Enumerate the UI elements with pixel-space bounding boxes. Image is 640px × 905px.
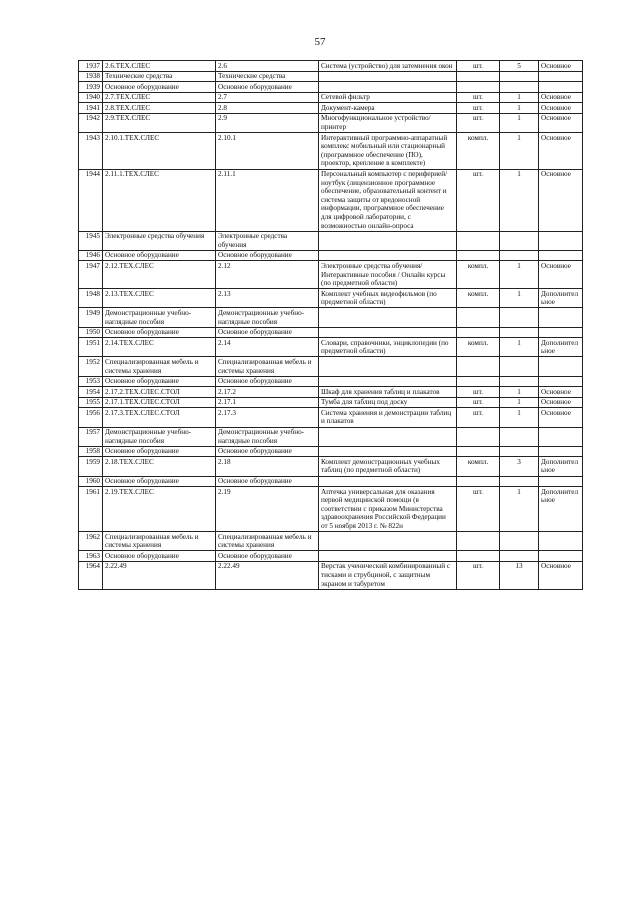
table-row — [79, 476, 583, 487]
table-row — [79, 397, 583, 408]
row-number-cell: 1938 — [79, 71, 103, 82]
equipment-table — [78, 60, 583, 590]
table-row — [79, 103, 583, 114]
item-name-cell: Шкаф для хранения таблиц и плакатов — [319, 387, 457, 398]
unit-cell: шт. — [457, 397, 500, 408]
item-name-cell: Документ-камера — [319, 103, 457, 114]
item-name-cell — [319, 82, 457, 93]
section-code-cell: Специализированная мебель и системы хранения — [216, 357, 319, 376]
item-name-cell — [319, 476, 457, 487]
item-name-cell — [319, 308, 457, 327]
quantity-cell: 1 — [500, 113, 539, 132]
equipment-type-cell: Основное — [539, 261, 583, 289]
row-number-cell: 1952 — [79, 357, 103, 376]
equipment-type-cell — [539, 250, 583, 261]
unit-cell — [457, 446, 500, 457]
table-row — [79, 487, 583, 532]
unit-cell — [457, 357, 500, 376]
item-name-cell — [319, 250, 457, 261]
section-code-cell: 2.9 — [216, 113, 319, 132]
quantity-cell — [500, 446, 539, 457]
equipment-type-cell: Дополнительное — [539, 338, 583, 357]
item-name-cell — [319, 231, 457, 250]
equipment-type-cell — [539, 476, 583, 487]
item-name-cell: Система хранения и демонстрации таблиц и плакатов — [319, 408, 457, 427]
item-code-cell: 2.13.ТЕХ.СЛЕС — [103, 289, 216, 308]
quantity-cell — [500, 308, 539, 327]
item-code-cell: 2.18.ТЕХ.СЛЕС — [103, 457, 216, 476]
unit-cell: шт. — [457, 113, 500, 132]
unit-cell — [457, 376, 500, 387]
quantity-cell — [500, 250, 539, 261]
table-row — [79, 327, 583, 338]
section-code-cell: Основное оборудование — [216, 376, 319, 387]
quantity-cell: 1 — [500, 103, 539, 114]
item-code-cell: Основное оборудование — [103, 446, 216, 457]
quantity-cell: 1 — [500, 261, 539, 289]
row-number-cell: 1957 — [79, 427, 103, 446]
section-code-cell: 2.22.49 — [216, 561, 319, 589]
row-number-cell: 1954 — [79, 387, 103, 398]
quantity-cell — [500, 357, 539, 376]
quantity-cell: 1 — [500, 133, 539, 169]
item-code-cell: Основное оборудование — [103, 327, 216, 338]
section-code-cell: Основное оборудование — [216, 476, 319, 487]
equipment-type-cell — [539, 231, 583, 250]
table-row — [79, 427, 583, 446]
table-row — [79, 457, 583, 476]
unit-cell: компл. — [457, 261, 500, 289]
equipment-type-cell: Основное — [539, 169, 583, 231]
quantity-cell — [500, 71, 539, 82]
row-number-cell: 1947 — [79, 261, 103, 289]
item-code-cell: Основное оборудование — [103, 376, 216, 387]
row-number-cell: 1945 — [79, 231, 103, 250]
unit-cell: шт. — [457, 487, 500, 532]
quantity-cell — [500, 427, 539, 446]
quantity-cell: 1 — [500, 92, 539, 103]
unit-cell: шт. — [457, 169, 500, 231]
item-code-cell: Основное оборудование — [103, 250, 216, 261]
table-row — [79, 561, 583, 589]
unit-cell: компл. — [457, 289, 500, 308]
equipment-type-cell: Основное — [539, 408, 583, 427]
quantity-cell: 1 — [500, 289, 539, 308]
item-code-cell: 2.10.1.ТЕХ.СЛЕС — [103, 133, 216, 169]
section-code-cell: Демонстрационные учебно-наглядные пособия — [216, 427, 319, 446]
section-code-cell: 2.18 — [216, 457, 319, 476]
section-code-cell: 2.17.3 — [216, 408, 319, 427]
table-row — [79, 532, 583, 551]
section-code-cell: 2.17.2 — [216, 387, 319, 398]
item-name-cell — [319, 532, 457, 551]
item-code-cell: Специализированная мебель и системы хранения — [103, 532, 216, 551]
quantity-cell: 3 — [500, 457, 539, 476]
table-row — [79, 92, 583, 103]
item-code-cell: 2.12.ТЕХ.СЛЕС — [103, 261, 216, 289]
table-row — [79, 61, 583, 72]
item-name-cell: Комплект учебных видеофильмов (по предметной области) — [319, 289, 457, 308]
equipment-type-cell: Дополнительное — [539, 487, 583, 532]
equipment-type-cell: Дополнительное — [539, 289, 583, 308]
equipment-type-cell: Основное — [539, 61, 583, 72]
quantity-cell: 1 — [500, 397, 539, 408]
row-number-cell: 1964 — [79, 561, 103, 589]
unit-cell: шт. — [457, 103, 500, 114]
equipment-type-cell: Основное — [539, 387, 583, 398]
item-name-cell: Многофункциональное устройство/принтер — [319, 113, 457, 132]
table-row — [79, 357, 583, 376]
equipment-type-cell — [539, 71, 583, 82]
table-row — [79, 338, 583, 357]
section-code-cell: 2.6 — [216, 61, 319, 72]
table-row — [79, 387, 583, 398]
equipment-type-cell — [539, 327, 583, 338]
item-code-cell: 2.14.ТЕХ.СЛЕС — [103, 338, 216, 357]
equipment-table-body — [79, 61, 583, 590]
item-name-cell — [319, 357, 457, 376]
item-name-cell — [319, 71, 457, 82]
equipment-type-cell: Основное — [539, 561, 583, 589]
item-code-cell: 2.6.ТЕХ.СЛЕС — [103, 61, 216, 72]
item-name-cell: Словари, справочники, энциклопедии (по предметной области) — [319, 338, 457, 357]
equipment-type-cell — [539, 446, 583, 457]
unit-cell — [457, 308, 500, 327]
quantity-cell — [500, 476, 539, 487]
row-number-cell: 1956 — [79, 408, 103, 427]
row-number-cell: 1944 — [79, 169, 103, 231]
row-number-cell: 1959 — [79, 457, 103, 476]
table-row — [79, 82, 583, 93]
section-code-cell: 2.19 — [216, 487, 319, 532]
item-code-cell: 2.11.1.ТЕХ.СЛЕС — [103, 169, 216, 231]
equipment-type-cell: Основное — [539, 92, 583, 103]
table-row — [79, 133, 583, 169]
item-code-cell: Электронные средства обучения — [103, 231, 216, 250]
item-name-cell: Верстак ученический комбинированный с тисками и струбциной, с защитным экраном и табуретом — [319, 561, 457, 589]
equipment-type-cell — [539, 427, 583, 446]
unit-cell: шт. — [457, 92, 500, 103]
item-code-cell: Основное оборудование — [103, 551, 216, 562]
page-number: 57 — [314, 36, 326, 48]
item-name-cell — [319, 551, 457, 562]
unit-cell — [457, 71, 500, 82]
row-number-cell: 1961 — [79, 487, 103, 532]
unit-cell — [457, 427, 500, 446]
equipment-type-cell: Дополнительное — [539, 457, 583, 476]
row-number-cell: 1962 — [79, 532, 103, 551]
row-number-cell: 1953 — [79, 376, 103, 387]
row-number-cell: 1943 — [79, 133, 103, 169]
item-code-cell: 2.17.2.ТЕХ.СЛЕС.СТОЛ — [103, 387, 216, 398]
unit-cell — [457, 82, 500, 93]
item-name-cell — [319, 427, 457, 446]
equipment-type-cell: Основное — [539, 103, 583, 114]
item-code-cell: Демонстрационные учебно-наглядные пособия — [103, 427, 216, 446]
unit-cell — [457, 476, 500, 487]
quantity-cell — [500, 82, 539, 93]
table-row — [79, 169, 583, 231]
equipment-type-cell: Основное — [539, 133, 583, 169]
unit-cell — [457, 250, 500, 261]
row-number-cell: 1937 — [79, 61, 103, 72]
quantity-cell: 1 — [500, 387, 539, 398]
quantity-cell: 5 — [500, 61, 539, 72]
section-code-cell: Основное оборудование — [216, 82, 319, 93]
section-code-cell: Электронные средства обучения — [216, 231, 319, 250]
item-code-cell: 2.7.ТЕХ.СЛЕС — [103, 92, 216, 103]
item-code-cell: Технические средства — [103, 71, 216, 82]
equipment-type-cell — [539, 357, 583, 376]
item-name-cell: Персональный компьютер с периферией/ноутбук (лицензионное программное обеспечение, образовательный контент и система защиты от вредоносной информации, программное обеспечение для цифровой лаборатории, с возможностью онлайн-опроса — [319, 169, 457, 231]
row-number-cell: 1939 — [79, 82, 103, 93]
item-name-cell: Электронные средства обучения/Интерактивные пособия / Онлайн курсы (по предметной области) — [319, 261, 457, 289]
equipment-type-cell — [539, 376, 583, 387]
table-row — [79, 289, 583, 308]
table-row — [79, 71, 583, 82]
unit-cell: шт. — [457, 387, 500, 398]
unit-cell: компл. — [457, 133, 500, 169]
table-row — [79, 308, 583, 327]
item-code-cell: 2.19.ТЕХ.СЛЕС — [103, 487, 216, 532]
item-code-cell: Основное оборудование — [103, 82, 216, 93]
quantity-cell: 13 — [500, 561, 539, 589]
row-number-cell: 1950 — [79, 327, 103, 338]
row-number-cell: 1949 — [79, 308, 103, 327]
item-code-cell: 2.17.1.ТЕХ.СЛЕС.СТОЛ — [103, 397, 216, 408]
quantity-cell — [500, 231, 539, 250]
section-code-cell: Технические средства — [216, 71, 319, 82]
section-code-cell: 2.14 — [216, 338, 319, 357]
row-number-cell: 1951 — [79, 338, 103, 357]
section-code-cell: 2.12 — [216, 261, 319, 289]
quantity-cell: 1 — [500, 487, 539, 532]
row-number-cell: 1940 — [79, 92, 103, 103]
section-code-cell: 2.13 — [216, 289, 319, 308]
section-code-cell: 2.17.1 — [216, 397, 319, 408]
section-code-cell: Специализированная мебель и системы хранения — [216, 532, 319, 551]
quantity-cell: 1 — [500, 408, 539, 427]
equipment-type-cell — [539, 82, 583, 93]
quantity-cell — [500, 376, 539, 387]
item-code-cell: Основное оборудование — [103, 476, 216, 487]
unit-cell — [457, 551, 500, 562]
section-code-cell: Основное оборудование — [216, 551, 319, 562]
quantity-cell — [500, 532, 539, 551]
section-code-cell: Основное оборудование — [216, 250, 319, 261]
unit-cell: компл. — [457, 457, 500, 476]
table-row — [79, 551, 583, 562]
section-code-cell: 2.8 — [216, 103, 319, 114]
row-number-cell: 1946 — [79, 250, 103, 261]
section-code-cell: 2.11.1 — [216, 169, 319, 231]
table-row — [79, 231, 583, 250]
table-row — [79, 250, 583, 261]
table-row — [79, 113, 583, 132]
quantity-cell: 1 — [500, 169, 539, 231]
unit-cell: шт. — [457, 61, 500, 72]
item-code-cell: 2.22.49 — [103, 561, 216, 589]
row-number-cell: 1948 — [79, 289, 103, 308]
item-name-cell: Комплект демонстрационных учебных таблиц (по предметной области) — [319, 457, 457, 476]
equipment-type-cell: Основное — [539, 397, 583, 408]
quantity-cell: 1 — [500, 338, 539, 357]
unit-cell — [457, 231, 500, 250]
item-code-cell: 2.8.ТЕХ.СЛЕС — [103, 103, 216, 114]
item-name-cell: Тумба для таблиц под доску — [319, 397, 457, 408]
quantity-cell — [500, 327, 539, 338]
item-name-cell: Аптечка универсальная для оказания первой медицинской помощи (в соответствии с приказом Министерства здравоохранения Российской Федерации от 5 ноября 2013 г. № 822н — [319, 487, 457, 532]
table-row — [79, 376, 583, 387]
item-name-cell — [319, 446, 457, 457]
item-name-cell: Интерактивный программно-аппаратный комплекс мобильный или стационарный (программное обеспечение (ПО), проектор, крепление в комплекте) — [319, 133, 457, 169]
row-number-cell: 1955 — [79, 397, 103, 408]
item-name-cell — [319, 376, 457, 387]
item-code-cell: 2.9.ТЕХ.СЛЕС — [103, 113, 216, 132]
unit-cell: шт. — [457, 561, 500, 589]
unit-cell — [457, 532, 500, 551]
item-code-cell: 2.17.3.ТЕХ.СЛЕС.СТОЛ — [103, 408, 216, 427]
section-code-cell: Демонстрационные учебно-наглядные пособия — [216, 308, 319, 327]
item-name-cell — [319, 327, 457, 338]
section-code-cell: Основное оборудование — [216, 327, 319, 338]
equipment-type-cell — [539, 308, 583, 327]
row-number-cell: 1958 — [79, 446, 103, 457]
item-code-cell: Демонстрационные учебно-наглядные пособия — [103, 308, 216, 327]
quantity-cell — [500, 551, 539, 562]
section-code-cell: 2.10.1 — [216, 133, 319, 169]
equipment-type-cell — [539, 551, 583, 562]
table-row — [79, 408, 583, 427]
unit-cell — [457, 327, 500, 338]
item-name-cell: Сетевой фильтр — [319, 92, 457, 103]
equipment-type-cell: Основное — [539, 113, 583, 132]
row-number-cell: 1942 — [79, 113, 103, 132]
unit-cell: шт. — [457, 408, 500, 427]
unit-cell: компл. — [457, 338, 500, 357]
table-row — [79, 261, 583, 289]
equipment-type-cell — [539, 532, 583, 551]
section-code-cell: 2.7 — [216, 92, 319, 103]
row-number-cell: 1960 — [79, 476, 103, 487]
table-row — [79, 446, 583, 457]
section-code-cell: Основное оборудование — [216, 446, 319, 457]
item-code-cell: Специализированная мебель и системы хранения — [103, 357, 216, 376]
row-number-cell: 1941 — [79, 103, 103, 114]
item-name-cell: Система (устройство) для затемнения окон — [319, 61, 457, 72]
row-number-cell: 1963 — [79, 551, 103, 562]
